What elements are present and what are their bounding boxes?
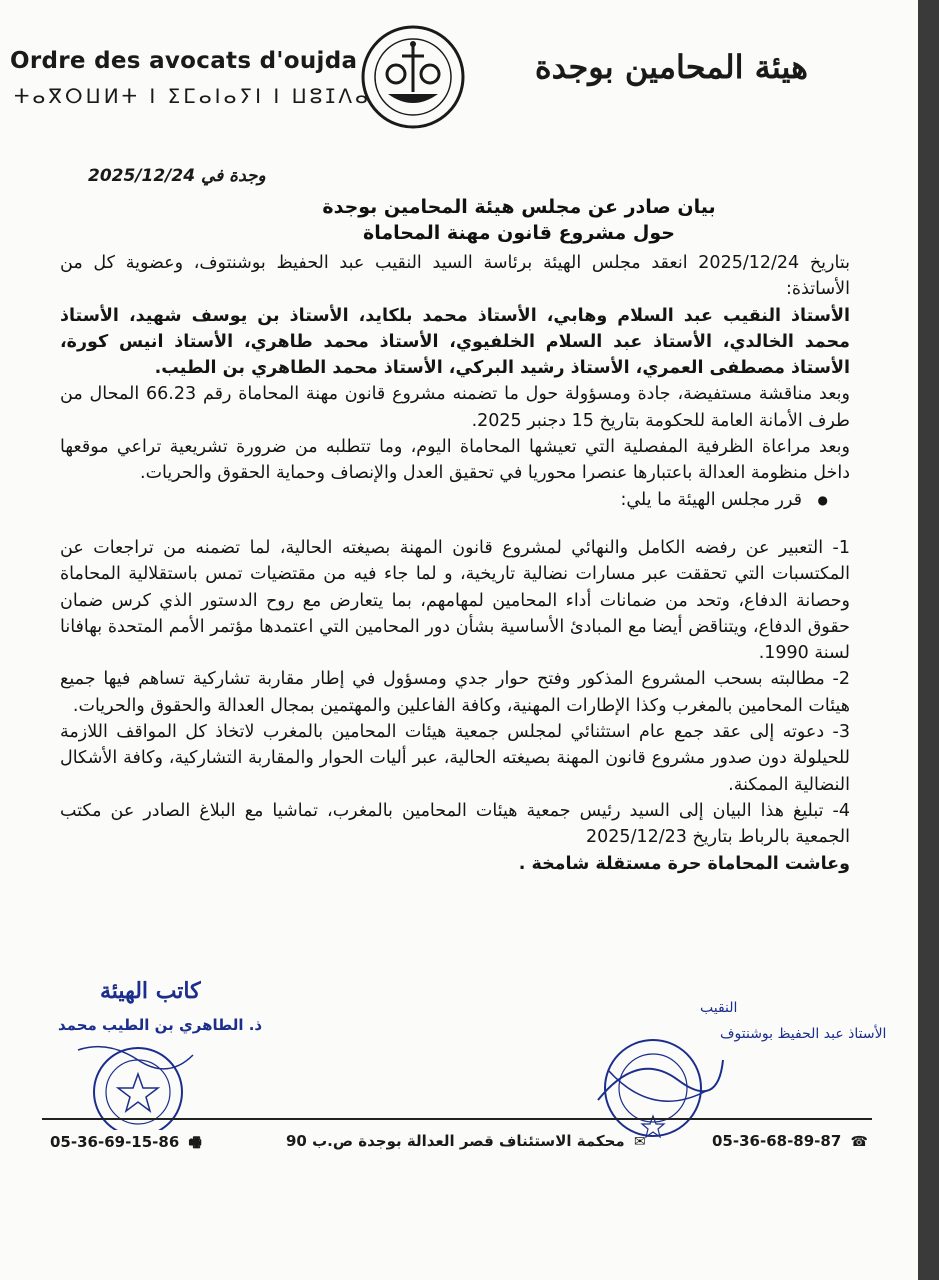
footer-fax <box>50 1132 206 1156</box>
president-stamp <box>578 1030 728 1140</box>
address-text: محكمة الاستئناف قصر العدالة بوجدة ص.ب 90 <box>286 1132 625 1150</box>
phone-number: 05-36-68-89-87 <box>712 1132 842 1150</box>
decision-item-4: 4- تبليغ هذا البيان إلى السيد رئيس جمعية هيئات المحامين بالمغرب، تماشيا مع البلاغ الصادر عن مكتب الجمعية بالرباط بتاريخ 2025/12/23 <box>60 800 850 848</box>
org-name-arabic: هيئة المحامين بوجدة <box>534 48 808 86</box>
secretary-stamp <box>68 1030 198 1130</box>
telephone-icon: ☎ <box>850 1134 868 1150</box>
closing-line: وعاشت المحاماة حرة مستقلة شامخة . <box>518 853 850 874</box>
statement-body <box>60 250 850 877</box>
considering-paragraph: وبعد مراعاة الظرفية المفصلية التي تعيشها المحاماة اليوم، وما تتطلبه من ضرورة تشريعية تراعي موقعها داخل منظومة العدالة باعتبارها عنصرا محوريا في تحقيق العدل والإنصاف وحماية الحقوق والحريات. <box>60 437 850 484</box>
decision-item-2: 2- مطالبته بسحب المشروع المذكور وفتح حوار جدي ومسؤول في إطار مقاربة تشاركية تساهم فيها جميع هيئات المحامين بالمغرب وكذا الإطارات المهنية، وكافة الفاعلين والمهتمين بمجال العدالة والحقوق والحريات. <box>60 669 850 716</box>
decision-heading: ● قرر مجلس الهيئة ما يلي: <box>60 487 850 513</box>
fax-icon: 🖷 <box>188 1135 202 1151</box>
statement-title: بيان صادر عن مجلس هيئة المحامين بوجدة <box>322 196 716 218</box>
secretary-name: ذ. الطاهري بن الطيب محمد <box>58 1016 263 1034</box>
statement-subtitle: حول مشروع قانون مهنة المحاماة <box>362 222 675 244</box>
document-date: وجدة في 2025/12/24 <box>88 166 266 186</box>
decision-item-3: 3- دعوته إلى عقد جمع عام استثنائي لمجلس جمعية هيئات المحامين بالمغرب لاتخاذ كل المواقف اللازمة للحيلولة دون صدور مشروع قانون المهنة بصيغته الحالية، عبر أليات الحوار والمقاربة التشاركية، وكافة الأشكال النضالية الممكنة. <box>60 722 850 795</box>
members-paragraph: الأستاذ النقيب عبد السلام وهابي، الأستاذ محمد بلكايد، الأستاذ بن يوسف شهيد، الأستاذ محمد الخالدي، الأستاذ عبد السلام الخلفيوي، الأستاذ محمد طاهري، الأستاذ انيس كورة، الأستاذ مصطفى العمري، الأستاذ رشيد البركي، الأستاذ محمد الطاهري بن الطيب. <box>60 305 850 379</box>
bar-association-seal-icon <box>358 22 468 132</box>
discussion-paragraph: وبعد مناقشة مستفيضة، جادة ومسؤولة حول ما تضمنه مشروع قانون مهنة المحاماة رقم 66.23 المحال من طرف الأمانة العامة للحكومة بتاريخ 15 دجنبر 2025. <box>60 384 851 431</box>
footer-address <box>286 1132 650 1150</box>
org-name-tifinagh: ⵜⴰⴳⵔⵡⵍⵜ ⵏ ⵉⵎⴰⵏⴰⵢⵏ ⵏ ⵡⵓⵊⴷⴰ <box>14 84 371 108</box>
scan-edge <box>918 0 939 1280</box>
mailbox-icon: ✉ <box>633 1134 646 1150</box>
fax-number: 05-36-69-15-86 <box>50 1133 180 1151</box>
org-name-french: Ordre des avocats d'oujda <box>10 48 358 74</box>
secretary-title: كاتب الهيئة <box>100 978 201 1004</box>
intro-paragraph: بتاريخ 2025/12/24 انعقد مجلس الهيئة برئاسة السيد النقيب عبد الحفيظ بوشنتوف، وعضوية كل من الأساتذة: <box>60 253 850 300</box>
footer-divider <box>42 1118 872 1120</box>
footer-phone <box>712 1132 872 1150</box>
decision-item-1: 1- التعبير عن رفضه الكامل والنهائي لمشروع قانون المهنة بصيغته الحالية، لما تضمنه من تراجعات عن المكتسبات التي تحققت عبر مسارات نضالية تاريخية، و لما جاء فيه من مقتضيات تمس باستقلالية المحاماة وحصانة الدفاع، وتحد من ضمانات أداء المحامين لمهامهم، بما يتعارض مع روح الدستور الذي كرس ضمان حقوق الدفاع، ويتناقض أيضا مع المبادئ الأساسية بشأن دور المحامين التي اعتمدها مؤتمر الأمم المتحدة بهافانا لسنة 1990. <box>60 537 850 664</box>
president-label: النقيب <box>700 1000 738 1016</box>
president-name: الأستاذ عبد الحفيظ بوشنتوف <box>720 1026 887 1042</box>
